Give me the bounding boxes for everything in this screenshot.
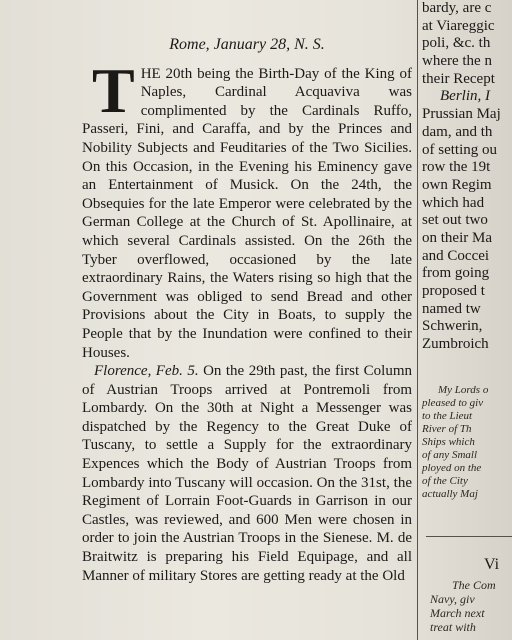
dateline-florence: Florence, Feb. 5. (94, 363, 199, 380)
berlin-line: of setting ou (422, 141, 497, 158)
note-line: to the Lieut (422, 410, 473, 422)
right-line: poli, &c. th (422, 35, 491, 52)
berlin-line: named tw (422, 300, 481, 317)
right-line: bardy, are c (422, 0, 492, 16)
column-rule (417, 0, 418, 640)
note-line: of any Small (422, 449, 477, 461)
berlin-line: on their Ma (422, 229, 492, 246)
berlin-line: Schwerin, (422, 318, 483, 335)
right-column (422, 0, 512, 354)
section-heading: Vi (484, 556, 500, 573)
right-line: where the n (422, 53, 492, 70)
berlin-line: Prussian Maj (422, 106, 501, 123)
note2-line: March next (430, 606, 485, 620)
berlin-line: which had (422, 194, 485, 211)
right-line: at Viareggic (422, 17, 495, 34)
note-line: My Lords o (438, 384, 489, 396)
dateline-rome: Rome, January 28, N. S. (169, 36, 325, 53)
note-line: actually Maj (422, 488, 478, 500)
note2-line: Navy, giv (430, 592, 475, 606)
berlin-line: Zumbroich (422, 336, 489, 353)
note-line: pleased to giv (422, 397, 484, 409)
note-line: Ships which (422, 436, 475, 448)
main-column (82, 36, 412, 585)
berlin-line: dam, and th (422, 123, 493, 140)
berlin-line: own Regim (422, 176, 492, 193)
berlin-line: proposed t (422, 283, 485, 299)
navy-note (430, 578, 496, 634)
right-line: their Recept (422, 70, 495, 87)
berlin-line: and Coccei (422, 247, 490, 264)
berlin-line: Berlin, I (440, 88, 490, 105)
berlin-line: from going (422, 265, 490, 282)
berlin-line: row the 19t (422, 159, 491, 176)
note2-line: The Com (452, 578, 496, 592)
note2-line: treat with (430, 620, 476, 634)
section-rule (426, 536, 512, 537)
rome-body: HE 20th being the Birth-Day of the King of Naples, Cardinal Acquaviva was complimented by the Cardinals Ruffo, Passeri, Fini, and Caraffa, and by the Princes and Nobility Subjects and Feuditaries of the Two Sicilies. On this Occasion, in the Evening his Eminency gave an Entertainment of Musick. On the 24th, the Obsequies for the late Emperor were celebrated by the German College at the Church of St. Apollinaire, at which several Cardinals assisted. On the 26th the Tyber overflowed, occasioned by the late extraordinary Rains, the Waters rising so high that the Government was obliged to send Bread and other Provisions about the City in Boats, to supply the People that by the Inundation were confined to their Houses. (82, 65, 412, 361)
admiralty-note (422, 384, 512, 501)
drop-cap: T (92, 54, 135, 126)
berlin-line: set out two (422, 212, 488, 229)
article-rome (82, 54, 412, 363)
florence-body: On the 29th past, the first Column of Austrian Troops arrived at Pontremoli from Lombardy. On the 30th at Night a Messenger was dispatched by the Regency to the Great Duke of Tuscany, to settle a Supply for the extraordinary Expences which the Body of Austrian Troops from Lombardy into Tuscany will occasion. On the 31st, the Regiment of Lorrain Foot-Guards in Garrison in our Castles, was reviewed, and 600 Men were chosen in order to join the Austrian Troops in the Sienese. M. de Braitwitz is preparing his Field Equipage, and all Manner of military Stores are getting ready at the Old (82, 363, 412, 584)
note-line: ployed on the (422, 462, 482, 474)
article-florence (82, 362, 412, 585)
note-line: River of Th (422, 423, 472, 435)
note-line: of the City (422, 475, 468, 487)
